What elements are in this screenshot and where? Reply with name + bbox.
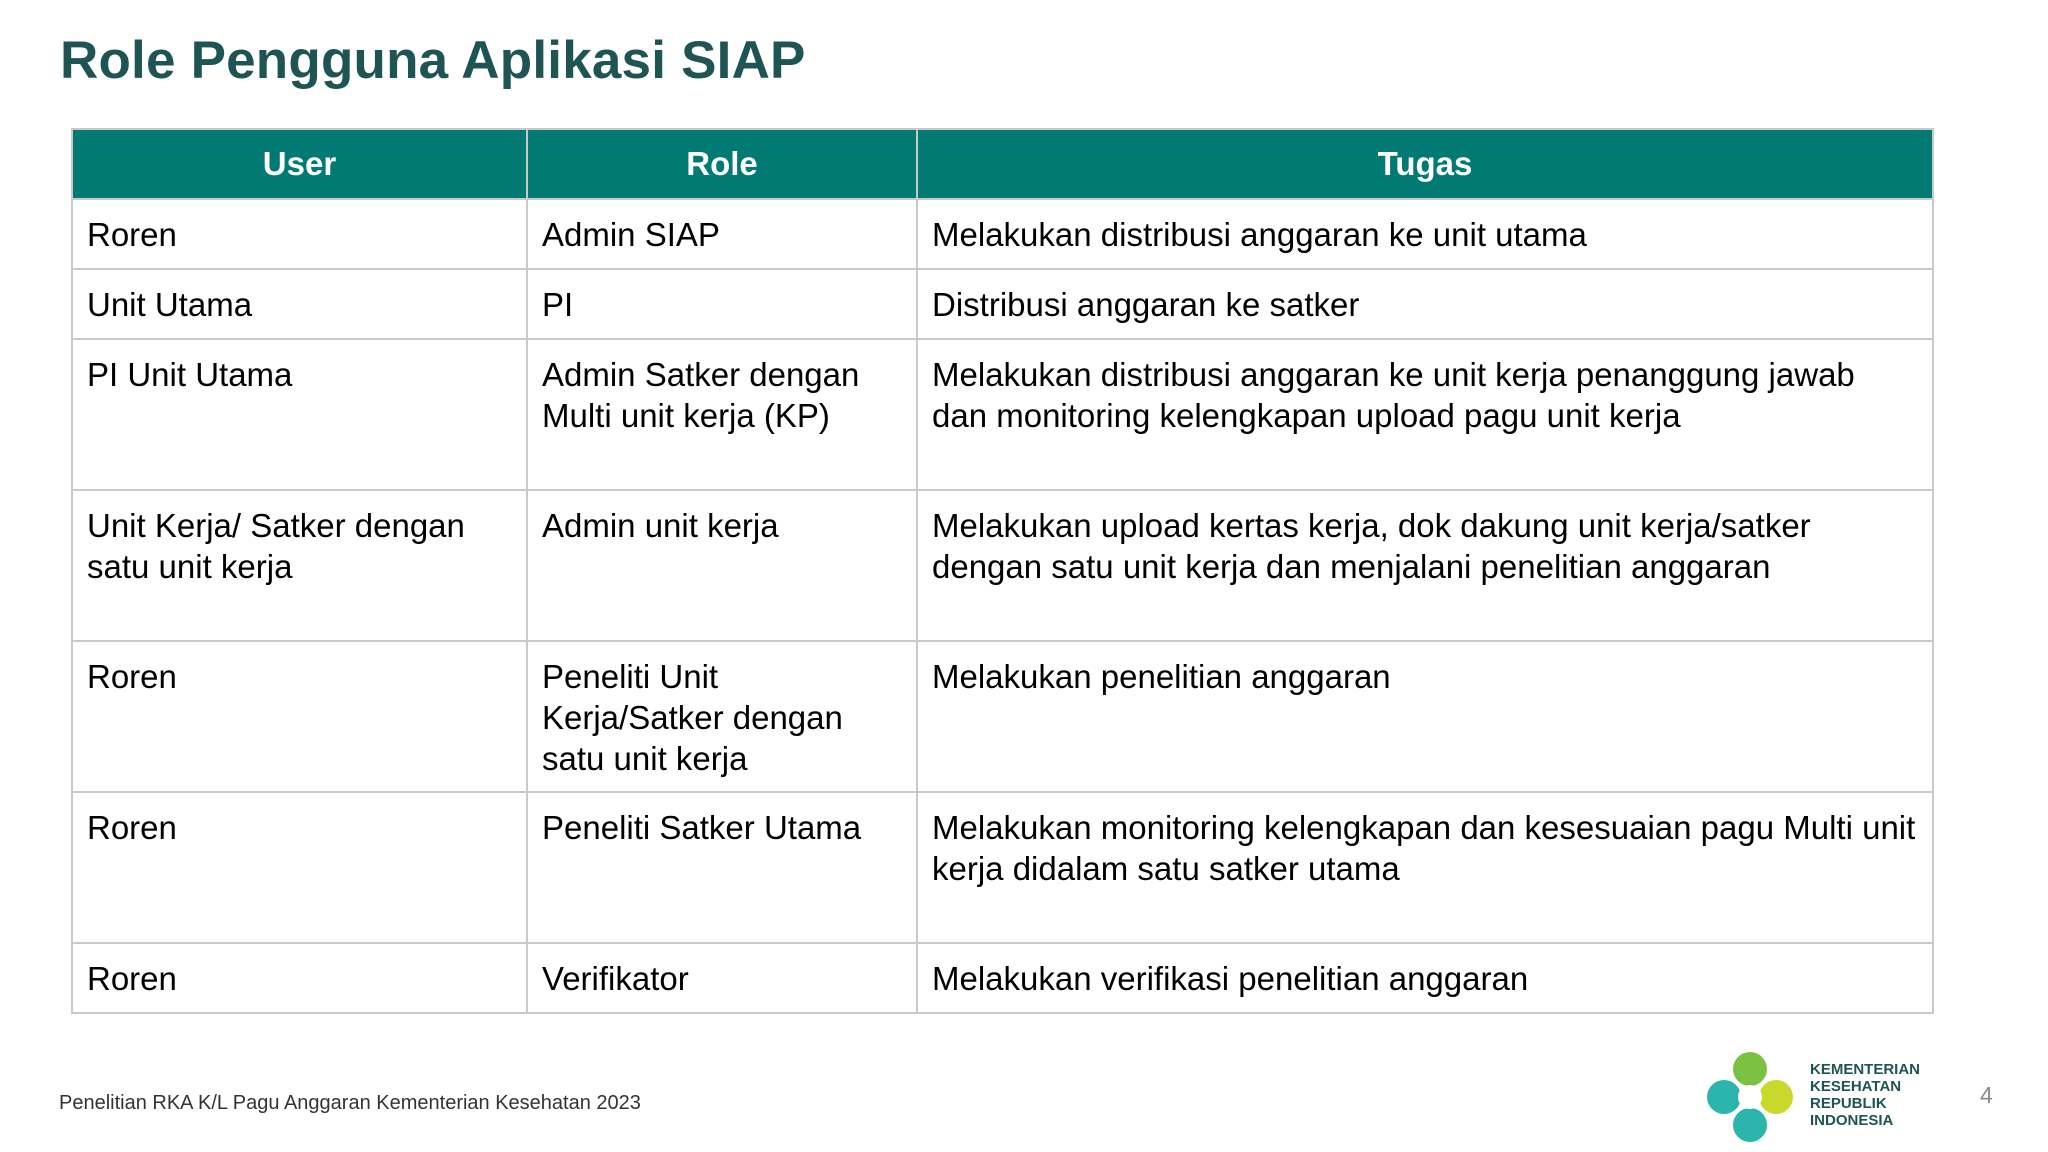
table-row [72, 792, 1933, 943]
cell-tugas: Melakukan monitoring kelengkapan dan kesesuaian pagu Multi unit kerja didalam satu satker utama [917, 792, 1933, 943]
cell-tugas: Melakukan verifikasi penelitian anggaran [917, 943, 1933, 1013]
logo-petal-bottom [1733, 1108, 1767, 1142]
cell-user: Unit Kerja/ Satker dengan satu unit kerja [72, 490, 527, 641]
cell-role: Peneliti Unit Kerja/Satker dengan satu unit kerja [527, 641, 917, 792]
slide-footer: Penelitian RKA K/L Pagu Anggaran Kementerian Kesehatan 2023 [59, 1092, 641, 1114]
cell-user: Roren [72, 943, 527, 1013]
cell-tugas: Melakukan distribusi anggaran ke unit utama [917, 199, 1933, 269]
kemenkes-logo-icon [1700, 1045, 1800, 1150]
cell-role: Admin Satker dengan Multi unit kerja (KP) [527, 339, 917, 490]
cell-tugas: Distribusi anggaran ke satker [917, 269, 1933, 339]
cell-tugas: Melakukan upload kertas kerja, dok dakung unit kerja/satker dengan satu unit kerja dan menjalani penelitian anggaran [917, 490, 1933, 641]
kemenkes-logo [1700, 1045, 1950, 1150]
header-tugas: Tugas [917, 129, 1933, 199]
cell-tugas: Melakukan penelitian anggaran [917, 641, 1933, 792]
cell-user: Roren [72, 792, 527, 943]
cell-role: Admin unit kerja [527, 490, 917, 641]
table-row [72, 943, 1933, 1013]
roles-table [71, 128, 1934, 1014]
slide-title: Role Pengguna Aplikasi SIAP [60, 31, 806, 90]
cell-user: Unit Utama [72, 269, 527, 339]
cell-role: Admin SIAP [527, 199, 917, 269]
table-header-row [72, 129, 1933, 199]
cell-tugas: Melakukan distribusi anggaran ke unit kerja penanggung jawab dan monitoring kelengkapan upload pagu unit kerja [917, 339, 1933, 490]
logo-petal-top [1733, 1052, 1767, 1086]
cell-role: Verifikator [527, 943, 917, 1013]
header-user: User [72, 129, 527, 199]
table-row [72, 199, 1933, 269]
table-row [72, 641, 1933, 792]
logo-text: KEMENTERIAN KESEHATAN REPUBLIK INDONESIA [1810, 1061, 1921, 1129]
table-row [72, 339, 1933, 490]
cell-role: Peneliti Satker Utama [527, 792, 917, 943]
logo-center [1738, 1085, 1762, 1109]
logo-petal-left [1707, 1080, 1741, 1114]
table-row [72, 490, 1933, 641]
cell-user: Roren [72, 641, 527, 792]
header-role: Role [527, 129, 917, 199]
page-number: 4 [1980, 1082, 1993, 1108]
cell-user: Roren [72, 199, 527, 269]
cell-role: PI [527, 269, 917, 339]
logo-petal-right [1759, 1080, 1793, 1114]
cell-user: PI Unit Utama [72, 339, 527, 490]
table-row [72, 269, 1933, 339]
